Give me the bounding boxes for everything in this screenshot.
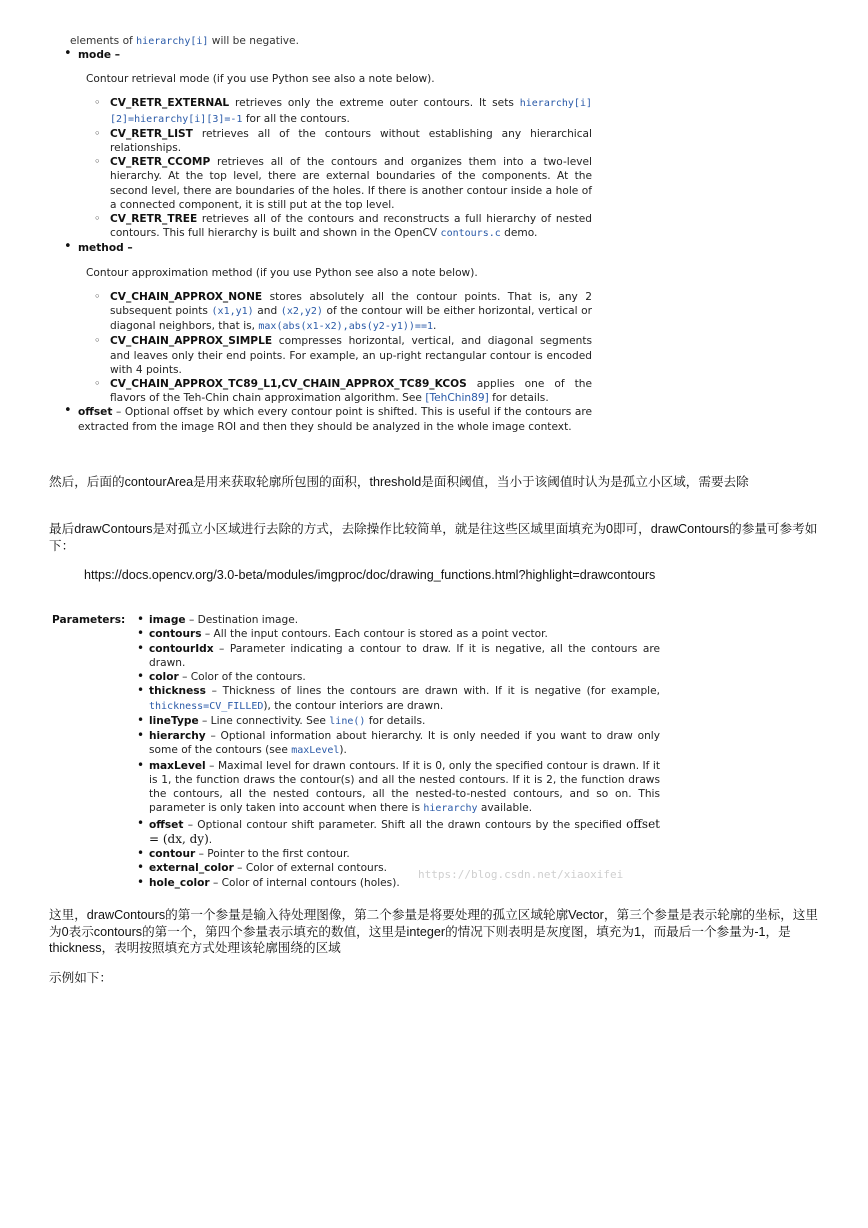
method-item: ◦ CV_CHAIN_APPROX_SIMPLE compresses horizontal, vertical, and diagonal segments and leaves only their end points. For example, an up-right rectangular contour is encoded with 4 points. — [92, 334, 592, 377]
mode-item: ◦ CV_RETR_LIST retrieves all of the contours without establishing any hierarchical relationships. — [92, 127, 592, 155]
method-item: ◦ CV_CHAIN_APPROX_TC89_L1,CV_CHAIN_APPROX_TC89_KCOS applies one of the flavors of the Teh-Chin chain approximation algorithm. See [TehChin89] for details. — [92, 377, 592, 405]
param-item: • contour – Pointer to the first contour. — [137, 847, 660, 861]
mode-desc: Contour retrieval mode (if you use Python see also a note below). — [86, 73, 435, 86]
paragraph-contour-area: 然后，后面的contourArea是用来获取轮廓所包围的面积，threshold是面积阈值，当小于该阈值时认为是孤立小区域，需要去除 — [49, 475, 749, 489]
method-param: • method – Contour approximation method (if you use Python see also a note below). ◦ CV_CHAIN_APPROX_NONE stores absolutely all the contour points. That is, any 2 subsequent points (x1,y1) and (x2,y2) of the contour will be either horizontal, vertical or diagonal neighbors, that is, max(abs(x1-x2),abs(y2-y1))==1. ◦ CV_CHAIN_APPROX_SIMPLE compresses horizontal, vertical, and diagonal segments and leaves only their end points. For example, an up-right rectangular contour is encoded with 4 points. ◦ CV_CHAIN_APPROX_TC89_L1,CV_CHAIN_APPROX_TC89_KCOS applies one of the flavors of the Teh-Chin chain approximation algorithm. See [TehChin89] for details. — [70, 241, 592, 405]
paragraph-example: 示例如下： — [49, 971, 112, 985]
param-item: • contours – All the input contours. Each contour is stored as a point vector. — [137, 627, 660, 641]
opencv-doc-url[interactable]: https://docs.opencv.org/3.0-beta/modules/imgproc/doc/drawing_functions.html?highlight=drawcontours — [84, 568, 656, 582]
truncated-line: elements of hierarchy[i] will be negative. — [70, 35, 299, 47]
param-item: • hole_color – Color of internal contours (holes). — [137, 876, 660, 890]
find-contours-doc-image — [70, 35, 592, 434]
csdn-watermark: https://blog.csdn.net/xiaoxifei — [418, 868, 624, 881]
parameters-label: Parameters: — [52, 614, 126, 626]
mode-item: ◦ CV_RETR_TREE retrieves all of the contours and reconstructs a full hierarchy of nested contours. This full hierarchy is built and shown in the OpenCV contours.c demo. — [92, 212, 592, 241]
paragraph-draw-contours: 最后drawContours是对孤立小区域进行去除的方式，去除操作比较简单，就是往这些区域里面填充为0即可，drawContours的参量可参考如下： — [49, 522, 818, 553]
param-item: • external_color – Color of external contours. — [137, 861, 660, 875]
offset-param: • offset – Optional offset by which every contour point is shifted. This is useful if the contours are extracted from the image ROI and then they should be analyzed in the whole image context. — [70, 405, 592, 433]
param-item: • contourIdx – Parameter indicating a contour to draw. If it is negative, all the contours are drawn. — [137, 642, 660, 671]
param-item: • image – Destination image. — [137, 613, 660, 627]
mode-param: • mode – Contour retrieval mode (if you use Python see also a note below). ◦ CV_RETR_EXTERNAL retrieves only the extreme outer contours. It sets hierarchy[i][2]=hierarchy[i][3]=-1 for all the contours. ◦ CV_RETR_LIST retrieves all of the contours without establishing any hierarchical relationships. ◦ CV_RETR_CCOMP retrieves all of the contours and organizes them into a two-level hierarchy. At the top level, there are external boundaries of the components. At the second level, there are boundaries of the holes. If there is another contour inside a hole of a connected component, it is still put at the top level. ◦ CV_RETR_TREE retrieves all of the contours and reconstructs a full hierarchy of nested contours. This full hierarchy is built and shown in the OpenCV contours.c demo. — [70, 48, 592, 241]
param-item: • maxLevel – Maximal level for drawn contours. If it is 0, only the specified contour is drawn. If it is 1, the function draws the contour(s) and all the nested contours. If it is 2, the function draws the contours, all the nested contours, all the nested-to-nested contours, and so on. This parameter is only taken into account when there is hierarchy available. — [137, 759, 660, 817]
param-item: • color – Color of the contours. — [137, 670, 660, 684]
param-item: • hierarchy – Optional information about hierarchy. It is only needed if you want to draw only some of the contours (see maxLevel). — [137, 729, 660, 759]
method-desc: Contour approximation method (if you use Python see also a note below). — [86, 266, 478, 279]
tehchin-link[interactable]: [TehChin89] — [425, 392, 489, 405]
paragraph-explanation: 这里，drawContours的第一个参量是输入待处理图像，第二个参量是将要处理的孤立区域轮廓Vector，第三个参量是表示轮廓的坐标，这里为0表示contours的第一个，第四个参量表示填充的数值，这里是integer的情况下则表明是灰度图，填充为1，而最后一个参量为-1，是thickness，表明按照填充方式处理该轮廓围绕的区域 — [49, 908, 818, 955]
param-item: • offset – Optional contour shift parameter. Shift all the drawn contours by the specified offset = (dx, dy). — [137, 817, 660, 848]
param-item: • lineType – Line connectivity. See line() for details. — [137, 714, 660, 729]
mode-item: ◦ CV_RETR_EXTERNAL retrieves only the extreme outer contours. It sets hierarchy[i][2]=hierarchy[i][3]=-1 for all the contours. — [92, 96, 592, 126]
param-item: • thickness – Thickness of lines the contours are drawn with. If it is negative (for example, thickness=CV_FILLED), the contour interiors are drawn. — [137, 684, 660, 714]
method-item: ◦ CV_CHAIN_APPROX_NONE stores absolutely all the contour points. That is, any 2 subsequent points (x1,y1) and (x2,y2) of the contour will be either horizontal, vertical or diagonal neighbors, that is, max(abs(x1-x2),abs(y2-y1))==1. — [92, 290, 592, 335]
mode-item: ◦ CV_RETR_CCOMP retrieves all of the contours and organizes them into a two-level hierarchy. At the top level, there are external boundaries of the components. At the second level, there are boundaries of the holes. If there is another contour inside a hole of a connected component, it is still put at the top level. — [92, 155, 592, 212]
